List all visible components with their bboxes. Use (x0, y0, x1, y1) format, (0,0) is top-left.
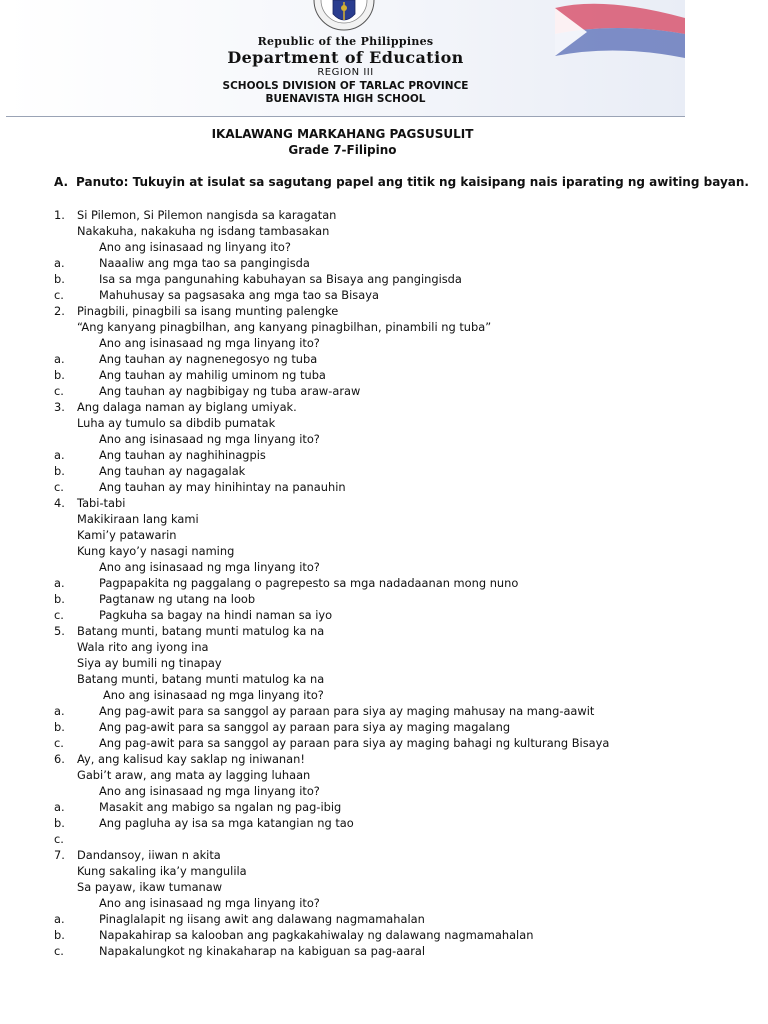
question-line (0, 655, 768, 671)
question-prompt (0, 687, 768, 703)
answer-option (0, 575, 768, 591)
item-label: c. (54, 480, 64, 494)
item-text: Tabi-tabi (77, 496, 126, 510)
question-prompt (0, 239, 768, 255)
question-line (0, 671, 768, 687)
answer-option (0, 287, 768, 303)
item-label: c. (54, 384, 64, 398)
answer-option (0, 815, 768, 831)
item-text: Ano ang isinasaad ng mga linyang ito? (99, 896, 320, 910)
answer-option (0, 927, 768, 943)
deped-seal-icon (311, 0, 377, 32)
answer-option (0, 383, 768, 399)
answer-option (0, 719, 768, 735)
letterhead (6, 0, 685, 117)
item-label: c. (54, 944, 64, 958)
item-text: Ang tauhan ay nagbibigay ng tuba araw-araw (99, 384, 361, 398)
item-label: b. (54, 816, 65, 830)
item-label: a. (54, 256, 65, 270)
item-label: a. (54, 448, 65, 462)
item-label: b. (54, 464, 65, 478)
item-label: a. (54, 800, 65, 814)
item-text: Napakalungkot ng kinakaharap na kabiguan sa pag-aaral (99, 944, 426, 958)
item-text: Ano ang isinasaad ng mga linyang ito? (99, 432, 320, 446)
item-text: Ang tauhan ay nagnenegosyo ng tuba (99, 352, 318, 366)
exam-subtitle: Grade 7-Filipino (288, 143, 397, 157)
question-prompt (0, 895, 768, 911)
item-text: Wala rito ang iyong ina (77, 640, 209, 654)
division-line: SCHOOLS DIVISION OF TARLAC PROVINCE (222, 80, 469, 92)
question-line (0, 767, 768, 783)
question-prompt (0, 431, 768, 447)
answer-option (0, 703, 768, 719)
item-text: Pagkuha sa bagay na hindi naman sa iyo (99, 608, 333, 622)
answer-option (0, 831, 768, 847)
item-text: Dandansoy, iiwan n akita (77, 848, 221, 862)
question-list (0, 207, 768, 959)
item-text: Ang tauhan ay mahilig uminom ng tuba (99, 368, 326, 382)
item-text: Ano ang isinasaad ng mga linyang ito? (99, 560, 320, 574)
answer-option (0, 799, 768, 815)
item-text: Ano ang isinasaad ng linyang ito? (99, 240, 291, 254)
answer-option (0, 607, 768, 623)
instruction-letter: A. (54, 175, 69, 189)
item-text: Luha ay tumulo sa dibdib pumatak (77, 416, 276, 430)
item-text: Siya ay bumili ng tinapay (77, 656, 222, 670)
item-label: c. (54, 832, 64, 846)
exam-title: IKALAWANG MARKAHANG PAGSUSULIT (211, 127, 474, 141)
item-text: Ang dalaga naman ay biglang umiyak. (77, 400, 297, 414)
item-label: b. (54, 720, 65, 734)
item-text: Pinagbili, pinagbili sa isang munting palengke (77, 304, 339, 318)
instruction-text: Panuto: Tukuyin at isulat sa sagutang papel ang titik ng kaisipang nais iparating ng awiting bayan. (76, 175, 749, 189)
item-text: Masakit ang mabigo sa ngalan ng pag-ibig (99, 800, 342, 814)
item-label: 3. (54, 400, 65, 414)
item-label: a. (54, 352, 65, 366)
item-text: Isa sa mga pangunahing kabuhayan sa Bisaya ang pangingisda (99, 272, 462, 286)
item-text: Ang pag-awit para sa sanggol ay paraan para siya ay maging bahagi ng kulturang Bisaya (99, 736, 610, 750)
item-text: Batang munti, batang munti matulog ka na (77, 624, 325, 638)
item-label: 7. (54, 848, 65, 862)
item-text: Kung sakaling ika’y mangulila (77, 864, 247, 878)
question-item (0, 207, 768, 223)
answer-option (0, 367, 768, 383)
question-prompt (0, 335, 768, 351)
question-item (0, 495, 768, 511)
item-text: Ang pag-awit para sa sanggol ay paraan para siya ay maging magalang (99, 720, 511, 734)
question-item (0, 847, 768, 863)
item-label: b. (54, 592, 65, 606)
question-item (0, 303, 768, 319)
item-text: Si Pilemon, Si Pilemon nangisda sa karagatan (77, 208, 337, 222)
item-text: Ang tauhan ay may hinihintay na panauhin (99, 480, 346, 494)
question-item (0, 399, 768, 415)
question-line (0, 223, 768, 239)
item-text: Pagtanaw ng utang na loob (99, 592, 256, 606)
item-label: c. (54, 736, 64, 750)
item-text: Naaaliw ang mga tao sa pangingisda (99, 256, 310, 270)
item-text: Pinaglalapit ng iisang awit ang dalawang nagmamahalan (99, 912, 425, 926)
item-label: c. (54, 608, 64, 622)
item-text: Nakakuha, nakakuha ng isdang tambasakan (77, 224, 330, 238)
item-label: b. (54, 928, 65, 942)
item-text: Kung kayo’y nasagi naming (77, 544, 235, 558)
question-prompt (0, 559, 768, 575)
question-line (0, 511, 768, 527)
answer-option (0, 911, 768, 927)
question-line (0, 639, 768, 655)
department-name: Department of Education (227, 48, 464, 67)
question-line (0, 863, 768, 879)
instruction (54, 175, 749, 189)
answer-option (0, 271, 768, 287)
item-text: Batang munti, batang munti matulog ka na (77, 672, 325, 686)
item-text: “Ang kanyang pinagbilhan, ang kanyang pinagbilhan, pinambili ng tuba” (77, 320, 492, 334)
question-line (0, 527, 768, 543)
item-label: 6. (54, 752, 65, 766)
item-label: a. (54, 912, 65, 926)
question-line (0, 879, 768, 895)
item-text: Makikiraan lang kami (77, 512, 199, 526)
item-text: Ang pagluha ay isa sa mga katangian ng tao (99, 816, 354, 830)
question-prompt (0, 783, 768, 799)
answer-option (0, 463, 768, 479)
answer-option (0, 447, 768, 463)
school-name: BUENAVISTA HIGH SCHOOL (265, 93, 426, 105)
item-text: Ano ang isinasaad ng mga linyang ito? (99, 336, 320, 350)
item-text: Pagpapakita ng paggalang o pagrepesto sa mga nadadaanan mong nuno (99, 576, 519, 590)
item-text: Gabi’t araw, ang mata ay lagging luhaan (77, 768, 311, 782)
question-item (0, 623, 768, 639)
answer-option (0, 943, 768, 959)
item-label: a. (54, 704, 65, 718)
question-item (0, 751, 768, 767)
republic-line: Republic of the Philippines (257, 35, 434, 48)
item-text: Mahuhusay sa pagsasaka ang mga tao sa Bisaya (99, 288, 379, 302)
item-label: a. (54, 576, 65, 590)
answer-option (0, 591, 768, 607)
item-text: Napakahirap sa kalooban ang pagkakahiwalay ng dalawang nagmamahalan (99, 928, 534, 942)
item-text: Ano ang isinasaad ng mga linyang ito? (99, 784, 320, 798)
answer-option (0, 255, 768, 271)
item-label: 4. (54, 496, 65, 510)
item-label: 2. (54, 304, 65, 318)
question-line (0, 415, 768, 431)
item-label: 5. (54, 624, 65, 638)
answer-option (0, 351, 768, 367)
item-text: Kami’y patawarin (77, 528, 177, 542)
item-text: Ang pag-awit para sa sanggol ay paraan para siya ay maging mahusay na mang-aawit (99, 704, 595, 718)
answer-option (0, 735, 768, 751)
item-text: Ang tauhan ay nagagalak (99, 464, 246, 478)
item-label: c. (54, 288, 64, 302)
item-label: b. (54, 272, 65, 286)
item-label: 1. (54, 208, 65, 222)
item-text: Ay, ang kalisud kay saklap ng iniwanan! (77, 752, 305, 766)
region-line: REGION III (317, 67, 374, 78)
item-label: b. (54, 368, 65, 382)
question-line (0, 319, 768, 335)
answer-option (0, 479, 768, 495)
item-text: Sa payaw, ikaw tumanaw (77, 880, 223, 894)
question-line (0, 543, 768, 559)
item-text: Ang tauhan ay naghihinagpis (99, 448, 266, 462)
item-text: Ano ang isinasaad ng mga linyang ito? (103, 688, 324, 702)
